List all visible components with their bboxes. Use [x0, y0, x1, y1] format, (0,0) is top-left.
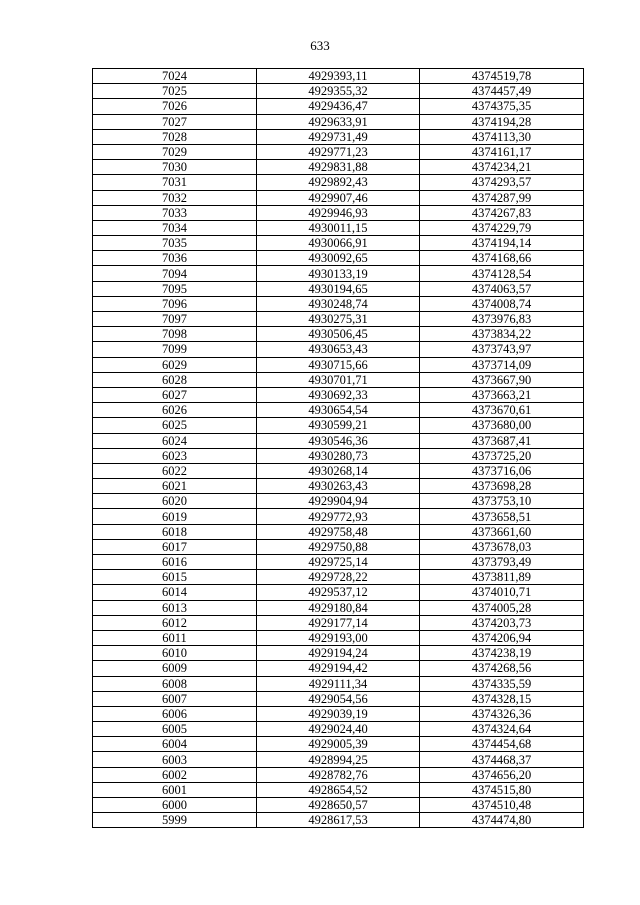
- table-row: [93, 555, 584, 570]
- table-row: [93, 767, 584, 782]
- x-coordinate-cell: 4930715,66: [257, 357, 420, 372]
- table-row: [93, 524, 584, 539]
- point-number-cell: 7095: [93, 281, 257, 296]
- point-number-cell: 6022: [93, 463, 257, 478]
- page-number: 633: [310, 38, 330, 53]
- table-row: [93, 342, 584, 357]
- x-coordinate-cell: 4930280,73: [257, 448, 420, 463]
- point-number-cell: 7097: [93, 312, 257, 327]
- x-coordinate-cell: 4930066,91: [257, 236, 420, 251]
- point-number-cell: 7028: [93, 129, 257, 144]
- x-coordinate-cell: 4928994,25: [257, 752, 420, 767]
- point-number-cell: 7027: [93, 114, 257, 129]
- x-coordinate-cell: 4929180,84: [257, 600, 420, 615]
- table-row: [93, 494, 584, 509]
- point-number-cell: 7031: [93, 175, 257, 190]
- point-number-cell: 7026: [93, 99, 257, 114]
- x-coordinate-cell: 4930599,21: [257, 418, 420, 433]
- table-row: [93, 706, 584, 721]
- y-coordinate-cell: 4373743,97: [420, 342, 584, 357]
- x-coordinate-cell: 4929024,40: [257, 722, 420, 737]
- point-number-cell: 6019: [93, 509, 257, 524]
- y-coordinate-cell: 4373716,06: [420, 463, 584, 478]
- point-number-cell: 6002: [93, 767, 257, 782]
- x-coordinate-cell: 4929831,88: [257, 160, 420, 175]
- point-number-cell: 6000: [93, 798, 257, 813]
- y-coordinate-cell: 4374519,78: [420, 69, 584, 84]
- y-coordinate-cell: 4373687,41: [420, 433, 584, 448]
- x-coordinate-cell: 4930701,71: [257, 372, 420, 387]
- table-row: [93, 99, 584, 114]
- x-coordinate-cell: 4929725,14: [257, 555, 420, 570]
- table-row: [93, 676, 584, 691]
- x-coordinate-cell: 4928654,52: [257, 782, 420, 797]
- point-number-cell: 6018: [93, 524, 257, 539]
- point-number-cell: 7030: [93, 160, 257, 175]
- y-coordinate-cell: 4374656,20: [420, 767, 584, 782]
- x-coordinate-cell: 4929633,91: [257, 114, 420, 129]
- y-coordinate-cell: 4374335,59: [420, 676, 584, 691]
- y-coordinate-cell: 4374010,71: [420, 585, 584, 600]
- table-row: [93, 312, 584, 327]
- point-number-cell: 6006: [93, 706, 257, 721]
- y-coordinate-cell: 4373725,20: [420, 448, 584, 463]
- x-coordinate-cell: 4929194,42: [257, 661, 420, 676]
- table-row: [93, 798, 584, 813]
- y-coordinate-cell: 4374206,94: [420, 630, 584, 645]
- table-row: [93, 372, 584, 387]
- x-coordinate-cell: 4930275,31: [257, 312, 420, 327]
- point-number-cell: 6003: [93, 752, 257, 767]
- x-coordinate-cell: 4928617,53: [257, 813, 420, 828]
- point-number-cell: 7035: [93, 236, 257, 251]
- x-coordinate-cell: 4929946,93: [257, 205, 420, 220]
- x-coordinate-cell: 4930506,45: [257, 327, 420, 342]
- x-coordinate-cell: 4930011,15: [257, 220, 420, 235]
- point-number-cell: 7096: [93, 296, 257, 311]
- y-coordinate-cell: 4374328,15: [420, 691, 584, 706]
- table-row: [93, 737, 584, 752]
- y-coordinate-cell: 4374229,79: [420, 220, 584, 235]
- table-row: [93, 266, 584, 281]
- x-coordinate-cell: 4929904,94: [257, 494, 420, 509]
- y-coordinate-cell: 4373834,22: [420, 327, 584, 342]
- x-coordinate-cell: 4929731,49: [257, 129, 420, 144]
- x-coordinate-cell: 4929005,39: [257, 737, 420, 752]
- table-row: [93, 114, 584, 129]
- table-row: [93, 722, 584, 737]
- table-row: [93, 646, 584, 661]
- y-coordinate-cell: 4374128,54: [420, 266, 584, 281]
- y-coordinate-cell: 4373680,00: [420, 418, 584, 433]
- table-row: [93, 630, 584, 645]
- point-number-cell: 6021: [93, 479, 257, 494]
- point-number-cell: 6009: [93, 661, 257, 676]
- point-number-cell: 6013: [93, 600, 257, 615]
- point-number-cell: 6024: [93, 433, 257, 448]
- y-coordinate-cell: 4374194,14: [420, 236, 584, 251]
- point-number-cell: 6026: [93, 403, 257, 418]
- table-row: [93, 418, 584, 433]
- point-number-cell: 6010: [93, 646, 257, 661]
- point-number-cell: 7099: [93, 342, 257, 357]
- point-number-cell: 7034: [93, 220, 257, 235]
- x-coordinate-cell: 4930263,43: [257, 479, 420, 494]
- x-coordinate-cell: 4928650,57: [257, 798, 420, 813]
- y-coordinate-cell: 4374454,68: [420, 737, 584, 752]
- y-coordinate-cell: 4374510,48: [420, 798, 584, 813]
- x-coordinate-cell: 4930692,33: [257, 387, 420, 402]
- table-row: [93, 251, 584, 266]
- point-number-cell: 7098: [93, 327, 257, 342]
- x-coordinate-cell: 4930653,43: [257, 342, 420, 357]
- point-number-cell: 6023: [93, 448, 257, 463]
- point-number-cell: 7032: [93, 190, 257, 205]
- x-coordinate-cell: 4929907,46: [257, 190, 420, 205]
- table-row: [93, 585, 584, 600]
- y-coordinate-cell: 4374063,57: [420, 281, 584, 296]
- x-coordinate-cell: 4929194,24: [257, 646, 420, 661]
- point-number-cell: 7033: [93, 205, 257, 220]
- x-coordinate-cell: 4929892,43: [257, 175, 420, 190]
- x-coordinate-cell: 4930546,36: [257, 433, 420, 448]
- table-row: [93, 84, 584, 99]
- y-coordinate-cell: 4374474,80: [420, 813, 584, 828]
- y-coordinate-cell: 4374268,56: [420, 661, 584, 676]
- table-row: [93, 281, 584, 296]
- x-coordinate-cell: 4929758,48: [257, 524, 420, 539]
- x-coordinate-cell: 4929537,12: [257, 585, 420, 600]
- table-row: [93, 144, 584, 159]
- x-coordinate-cell: 4929436,47: [257, 99, 420, 114]
- table-row: [93, 175, 584, 190]
- y-coordinate-cell: 4374008,74: [420, 296, 584, 311]
- x-coordinate-cell: 4929355,32: [257, 84, 420, 99]
- table-row: [93, 813, 584, 828]
- point-number-cell: 6008: [93, 676, 257, 691]
- table-row: [93, 463, 584, 478]
- table-row: [93, 691, 584, 706]
- point-number-cell: 7036: [93, 251, 257, 266]
- y-coordinate-cell: 4373811,89: [420, 570, 584, 585]
- point-number-cell: 6027: [93, 387, 257, 402]
- x-coordinate-cell: 4930092,65: [257, 251, 420, 266]
- y-coordinate-cell: 4374293,57: [420, 175, 584, 190]
- x-coordinate-cell: 4929193,00: [257, 630, 420, 645]
- point-number-cell: 5999: [93, 813, 257, 828]
- point-number-cell: 6007: [93, 691, 257, 706]
- y-coordinate-cell: 4374238,19: [420, 646, 584, 661]
- table-row: [93, 509, 584, 524]
- x-coordinate-cell: 4929039,19: [257, 706, 420, 721]
- table-row: [93, 69, 584, 84]
- point-number-cell: 6014: [93, 585, 257, 600]
- y-coordinate-cell: 4374375,35: [420, 99, 584, 114]
- table-row: [93, 752, 584, 767]
- y-coordinate-cell: 4374168,66: [420, 251, 584, 266]
- y-coordinate-cell: 4373663,21: [420, 387, 584, 402]
- table-row: [93, 205, 584, 220]
- point-number-cell: 6001: [93, 782, 257, 797]
- x-coordinate-cell: 4929111,34: [257, 676, 420, 691]
- table-row: [93, 403, 584, 418]
- x-coordinate-cell: 4929771,23: [257, 144, 420, 159]
- y-coordinate-cell: 4374161,17: [420, 144, 584, 159]
- point-number-cell: 6011: [93, 630, 257, 645]
- y-coordinate-cell: 4373714,09: [420, 357, 584, 372]
- y-coordinate-cell: 4374515,80: [420, 782, 584, 797]
- x-coordinate-cell: 4930248,74: [257, 296, 420, 311]
- table-row: [93, 570, 584, 585]
- table-row: [93, 615, 584, 630]
- table-row: [93, 129, 584, 144]
- point-number-cell: 6005: [93, 722, 257, 737]
- point-number-cell: 6012: [93, 615, 257, 630]
- table-row: [93, 327, 584, 342]
- table-row: [93, 782, 584, 797]
- point-number-cell: 6016: [93, 555, 257, 570]
- y-coordinate-cell: 4373667,90: [420, 372, 584, 387]
- table-row: [93, 357, 584, 372]
- point-number-cell: 6017: [93, 539, 257, 554]
- table-row: [93, 387, 584, 402]
- table-row: [93, 433, 584, 448]
- table-row: [93, 220, 584, 235]
- table-row: [93, 600, 584, 615]
- y-coordinate-cell: 4373670,61: [420, 403, 584, 418]
- y-coordinate-cell: 4374324,64: [420, 722, 584, 737]
- y-coordinate-cell: 4374005,28: [420, 600, 584, 615]
- point-number-cell: 7094: [93, 266, 257, 281]
- point-number-cell: 7029: [93, 144, 257, 159]
- table-row: [93, 296, 584, 311]
- x-coordinate-cell: 4930654,54: [257, 403, 420, 418]
- y-coordinate-cell: 4374457,49: [420, 84, 584, 99]
- y-coordinate-cell: 4373678,03: [420, 539, 584, 554]
- table-row: [93, 539, 584, 554]
- y-coordinate-cell: 4373793,49: [420, 555, 584, 570]
- table-row: [93, 479, 584, 494]
- y-coordinate-cell: 4374194,28: [420, 114, 584, 129]
- x-coordinate-cell: 4929750,88: [257, 539, 420, 554]
- table-row: [93, 661, 584, 676]
- y-coordinate-cell: 4374287,99: [420, 190, 584, 205]
- x-coordinate-cell: 4929177,14: [257, 615, 420, 630]
- point-number-cell: 6004: [93, 737, 257, 752]
- y-coordinate-cell: 4373698,28: [420, 479, 584, 494]
- x-coordinate-cell: 4930194,65: [257, 281, 420, 296]
- y-coordinate-cell: 4374113,30: [420, 129, 584, 144]
- point-number-cell: 6025: [93, 418, 257, 433]
- y-coordinate-cell: 4374234,21: [420, 160, 584, 175]
- point-number-cell: 6015: [93, 570, 257, 585]
- y-coordinate-cell: 4374468,37: [420, 752, 584, 767]
- y-coordinate-cell: 4373753,10: [420, 494, 584, 509]
- point-number-cell: 6020: [93, 494, 257, 509]
- y-coordinate-cell: 4374326,36: [420, 706, 584, 721]
- x-coordinate-cell: 4928782,76: [257, 767, 420, 782]
- point-number-cell: 7025: [93, 84, 257, 99]
- x-coordinate-cell: 4929393,11: [257, 69, 420, 84]
- y-coordinate-cell: 4374203,73: [420, 615, 584, 630]
- table-row: [93, 236, 584, 251]
- x-coordinate-cell: 4930268,14: [257, 463, 420, 478]
- x-coordinate-cell: 4930133,19: [257, 266, 420, 281]
- point-number-cell: 6029: [93, 357, 257, 372]
- x-coordinate-cell: 4929772,93: [257, 509, 420, 524]
- x-coordinate-cell: 4929728,22: [257, 570, 420, 585]
- x-coordinate-cell: 4929054,56: [257, 691, 420, 706]
- table-row: [93, 160, 584, 175]
- table-row: [93, 448, 584, 463]
- y-coordinate-cell: 4373658,51: [420, 509, 584, 524]
- table-row: [93, 190, 584, 205]
- y-coordinate-cell: 4373661,60: [420, 524, 584, 539]
- y-coordinate-cell: 4373976,83: [420, 312, 584, 327]
- coordinates-table: [92, 68, 584, 828]
- point-number-cell: 7024: [93, 69, 257, 84]
- point-number-cell: 6028: [93, 372, 257, 387]
- y-coordinate-cell: 4374267,83: [420, 205, 584, 220]
- coordinates-table-body: [93, 69, 584, 828]
